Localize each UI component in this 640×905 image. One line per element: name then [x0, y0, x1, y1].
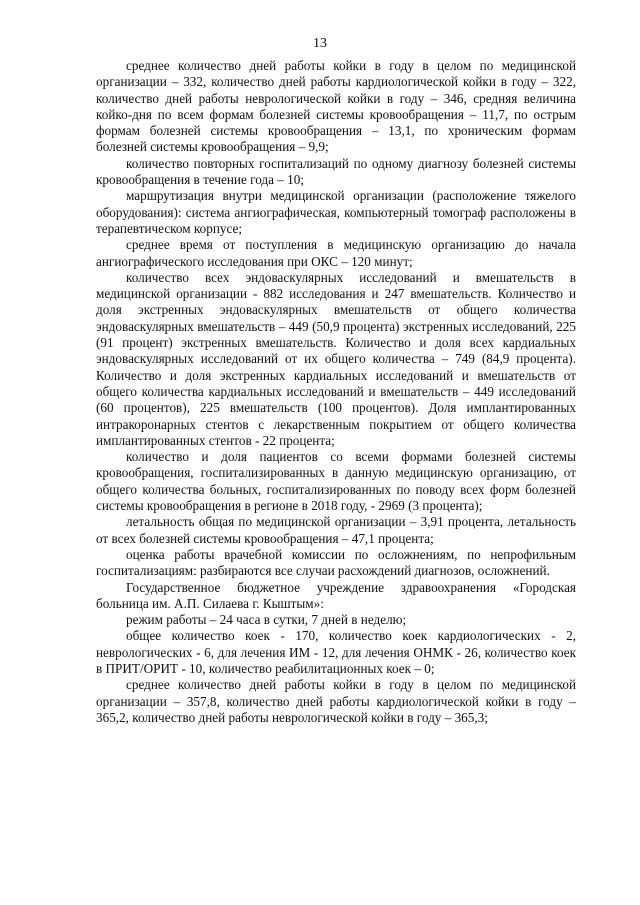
paragraph: количество повторных госпитализаций по одному диагнозу болезней системы кровообращения в течение года – 10;: [96, 155, 576, 188]
paragraph: маршрутизация внутри медицинской организации (расположение тяжелого оборудования): система ангиографическая, компьютерный томограф расположены в терапевтическом корпусе;: [96, 188, 576, 236]
paragraph: Государственное бюджетное учреждение здравоохранения «Городская больница им. А.П. Силаева г. Кыштым»:: [96, 579, 576, 611]
paragraph: среднее время от поступления в медицинскую организацию до начала ангиографического исследования при ОКС – 120 минут;: [96, 237, 576, 269]
paragraph: среднее количество дней работы койки в году в целом по медицинской организации – 357,8, количество дней работы кардиологической койки в году – 365,2, количество дней работы неврологической койки в году – 365,3;: [96, 677, 576, 725]
paragraph: общее количество коек - 170, количество коек кардиологических - 2, неврологических - 6, для лечения ИМ - 12, для лечения ОНМК - 26, количество коек в ПРИТ/ОРИТ - 10, количество реабилитационных коек – 0;: [96, 628, 576, 676]
paragraph: оценка работы врачебной комиссии по осложнениям, по непрофильным госпитализациям: разбираются все случаи расхождений диагнозов, осложнений.: [96, 546, 576, 579]
paragraph: летальность общая по медицинской организации – 3,91 процента, летальность от всех болезней системы кровообращения – 47,1 процента;: [96, 514, 576, 546]
paragraph: количество всех эндоваскулярных исследований и вмешательств в медицинской организации - 882 исследования и 247 вмешательств. Количество и доля экстренных эндоваскулярных вмешательств от общего количества эндоваскулярных вмешательств – 449 (50,9 процента) экстренных исследований, 225 (91 процент) экстренных вмешательств. Количество и доля всех кардиальных эндоваскулярных исследований от их общего количества – 749 (84,9 процента). Количество и доля экстренных кардиальных исследований и вмешательств от общего количества кардиальных исследований и вмешательств – 449 исследований (60 процентов), 225 вмешательств (100 процентов). Доля имплантированных интракоронарных стентов с лекарственным покрытием от общего количества имплантированных стентов - 22 процента;: [96, 269, 576, 448]
paragraph: режим работы – 24 часа в сутки, 7 дней в неделю;: [126, 612, 407, 628]
document-body: [96, 58, 576, 726]
paragraph: количество и доля пациентов со всеми формами болезней системы кровообращения, госпитализированных в данную медицинскую организацию, от общего количества больных, госпитализированных по поводу всех форм болезней системы кровообращения в регионе в 2018 году, - 2969 (3 процента);: [96, 449, 576, 514]
paragraph: среднее количество дней работы койки в году в целом по медицинской организации – 332, количество дней работы кардиологической койки в году – 322, количество дней работы неврологической койки в году – 346, средняя величина койко-дня по всем формам болезней системы кровообращения – 11,7, по острым формам болезней системы кровообращения – 13,1, по хроническим формам болезней системы кровообращения – 9,9;: [96, 58, 576, 155]
page-number: 13: [313, 36, 327, 51]
